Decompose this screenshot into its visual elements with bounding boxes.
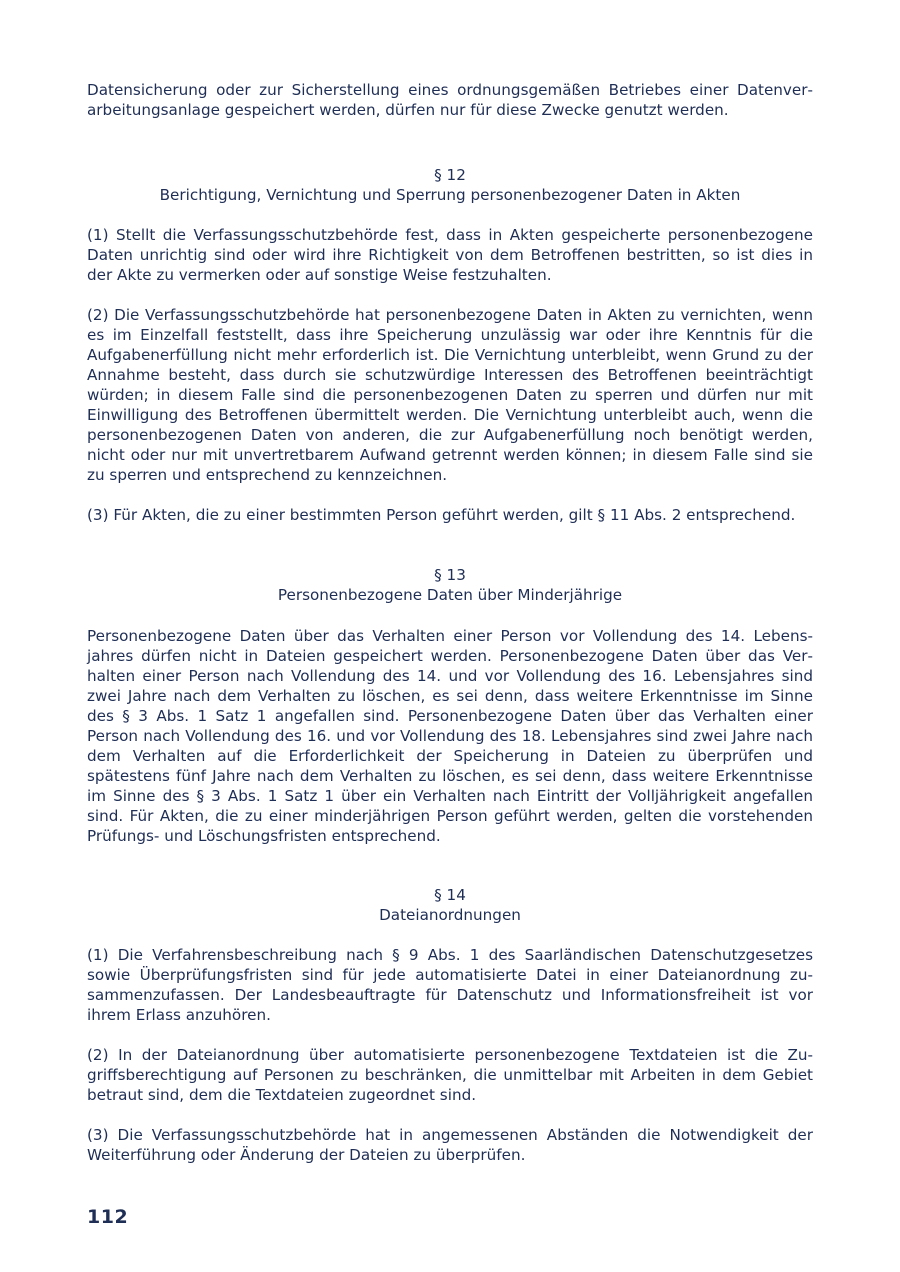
- page-number: 112: [87, 1206, 129, 1228]
- section-14-paragraph-1: (1) Die Verfahrensbeschreibung nach § 9 Abs. 1 des Saarländischen Datenschutzgesetzes sowie Überprüfungsfristen sind für jede automatisierte Datei in einer Dateianordnung zusammenzufassen. Der Landesbeauftragte für Datenschutz und Informationsfreiheit ist vor ihrem Erlass anzuhören.: [87, 946, 813, 1024]
- section-12-paragraph-1: (1) Stellt die Verfassungsschutzbehörde fest, dass in Akten gespeicherte personenbezogene Daten unrichtig sind oder wird ihre Richtigkeit von dem Betroffenen bestritten, so ist dies in der Akte zu vermerken oder auf sonstige Weise festzuhalten.: [87, 226, 813, 284]
- section-13-paragraph-1: Personenbezogene Daten über das Verhalten einer Person vor Vollendung des 14. Lebensjahres dürfen nicht in Dateien gespeichert werden. Personenbezogene Daten über das Verhalten einer Person nach Vollendung des 14. und vor Vollendung des 16. Lebensjahres sind zwei Jahre nach dem Verhalten zu löschen, es sei denn, dass weitere Erkenntnisse im Sinne des § 3 Abs. 1 Satz 1 angefallen sind. Personenbezogene Daten über das Verhalten einer Person nach Vollendung des 16. und vor Vollendung des 18. Lebensjahres sind zwei Jahre nach dem Verhalten auf die Erforderlichkeit der Speicherung in Dateien zu überprüfen und spätestens fünf Jahre nach dem Verhalten zu löschen, es sei denn, dass weitere Erkenntnisse im Sinne des § 3 Abs. 1 Satz 1 über ein Verhalten nach Eintritt der Volljährigkeit angefallen sind. Für Akten, die zu einer minderjährigen Person geführt werden, gelten die vorstehenden Prüfungs- und Löschungsfristen entsprechend.: [87, 627, 813, 845]
- section-12-title: Berichtigung, Vernichtung und Sperrung personenbezogener Daten in Akten: [159, 186, 741, 204]
- section-13-number: § 13: [434, 566, 466, 584]
- section-14-paragraph-3: (3) Die Verfassungsschutzbehörde hat in angemessenen Abständen die Notwendigkeit der Weiterführung oder Änderung der Dateien zu überprüfen.: [87, 1126, 813, 1164]
- section-12-number: § 12: [434, 166, 466, 184]
- section-14-number: § 14: [434, 886, 466, 904]
- section-14-paragraph-2: (2) In der Dateianordnung über automatisierte personenbezogene Textdateien ist die Zugriffsberechtigung auf Personen zu beschränken, die unmittelbar mit Arbeiten in dem Gebiet betraut sind, dem die Textdateien zugeordnet sind.: [87, 1046, 813, 1104]
- section-12-paragraph-2: (2) Die Verfassungsschutzbehörde hat personenbezogene Daten in Akten zu vernichten, wenn es im Einzelfall feststellt, dass ihre Speicherung unzulässig war oder ihre Kenntnis für die Aufgabenerfüllung nicht mehr erforderlich ist. Die Vernichtung unterbleibt, wenn Grund zu der Annahme besteht, dass durch sie schutzwürdige Interessen des Betroffenen beeinträchtigt würden; in diesem Falle sind die personenbezogenen Daten zu sperren und dürfen nur mit Einwilligung des Betroffenen übermittelt werden. Die Vernichtung unterbleibt auch, wenn die personenbezogenen Daten von anderen, die zur Aufgabenerfüllung noch benötigt werden, nicht oder nur mit unvertretbarem Aufwand getrennt werden können; in diesem Falle sind sie zu sperren und entsprechend zu kennzeichnen.: [87, 306, 813, 484]
- section-13-title: Personenbezogene Daten über Minderjährige: [277, 586, 623, 604]
- section-14-title: Dateianordnungen: [379, 906, 521, 924]
- document-page: [87, 80, 813, 1165]
- intro-paragraph: Datensicherung oder zur Sicherstellung eines ordnungsgemäßen Betriebes einer Datenverarbeitungsanlage gespeichert werden, dürfen nur für diese Zwecke genutzt werden.: [87, 81, 813, 119]
- section-12-paragraph-3: (3) Für Akten, die zu einer bestimmten Person geführt werden, gilt § 11 Abs. 2 entsprechend.: [87, 506, 796, 524]
